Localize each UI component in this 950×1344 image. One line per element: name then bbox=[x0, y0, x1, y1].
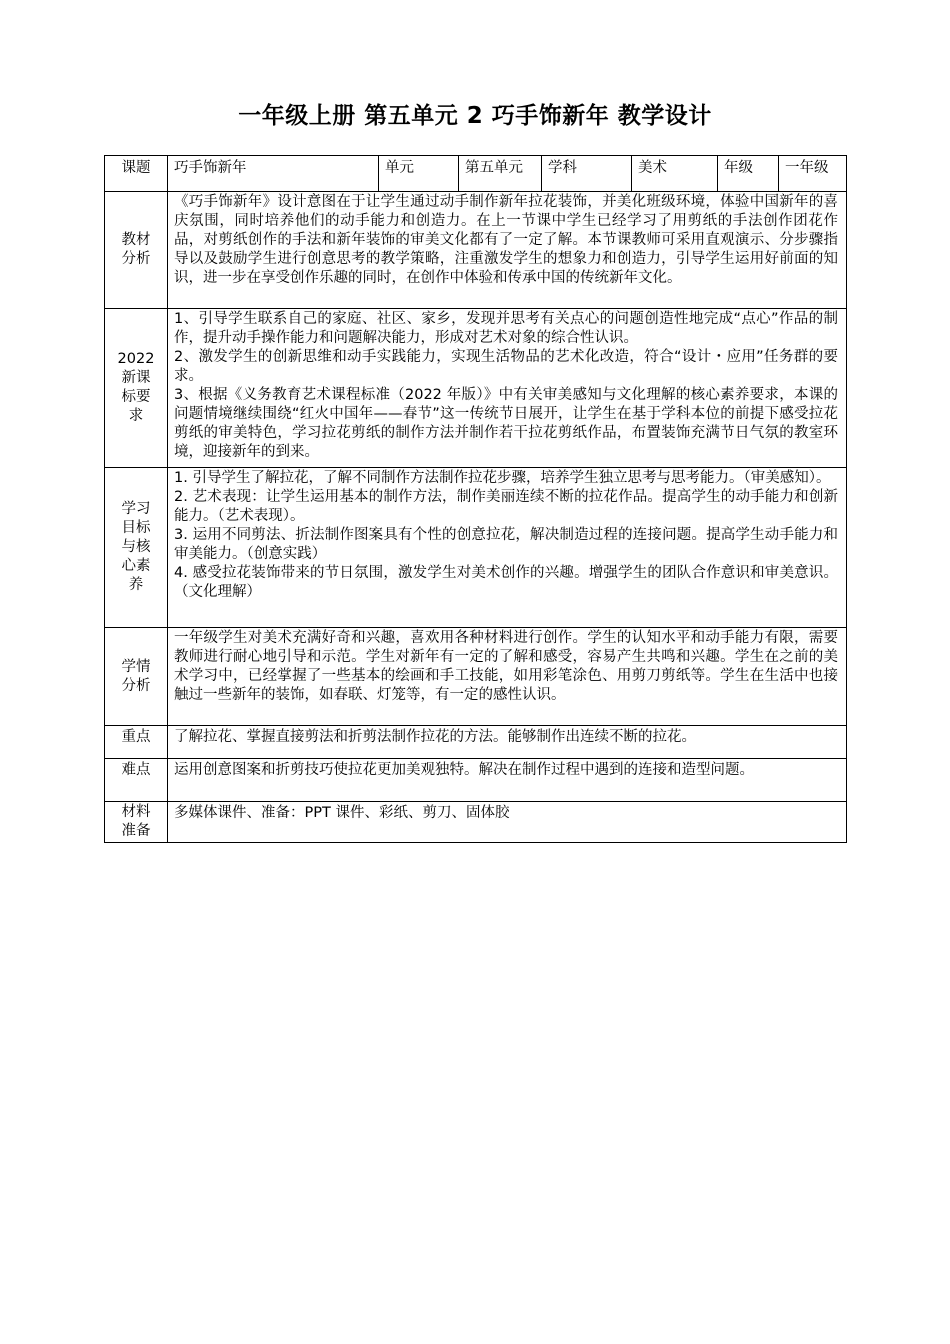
learner-analysis-text: 一年级学生对美术充满好奇和兴趣，喜欢用各种材料进行创作。学生的认知水平和动手能力有限，需要教师进行耐心地引导和示范。学生对新年有一定的了解和感受，容易产生共鸣和兴趣。学生在之前的美术学习中，已经掌握了一些基本的绘画和手工技能，如用彩笔涂色、用剪刀剪纸等。学生在生活中也接触过一些新年的装饰，如春联、灯笼等，有一定的感性认识。 bbox=[168, 628, 847, 726]
difficulties-row bbox=[105, 759, 847, 802]
standards-item: 3、根据《义务教育艺术课程标准（2022 年版）》中有关审美感知与文化理解的核心素养要求，本课的问题情境继续围绕“红火中国年——春节”这一传统节日展开，让学生在基于学科本位的前提下感受拉花剪纸的审美特色，学习拉花剪纸的制作方法并制作若干拉花剪纸作品，布置装饰充满节日气氛的教室环境，迎接新年的到来。 bbox=[174, 387, 838, 460]
objectives-row bbox=[105, 468, 847, 628]
objective-item: 3. 运用不同剪法、折法制作图案具有个性的创意拉花，解决制造过程的连接问题。提高学生动手能力和审美能力。（创意实践） bbox=[174, 527, 838, 562]
key-points-row bbox=[105, 726, 847, 759]
objectives-text bbox=[168, 468, 847, 628]
lesson-plan-table bbox=[104, 155, 847, 843]
page-title: 一年级上册 第五单元 2 巧手饰新年 教学设计 bbox=[238, 103, 712, 129]
header-row bbox=[105, 156, 847, 192]
subject-value: 美术 bbox=[632, 156, 718, 192]
standards-text bbox=[168, 309, 847, 468]
textbook-analysis-text: 《巧手饰新年》设计意图在于让学生通过动手制作新年拉花装饰，并美化班级环境，体验中国新年的喜庆氛围，同时培养他们的动手能力和创造力。在上一节课中学生已经学习了用剪纸的手法创作团花作品，对剪纸创作的手法和新年装饰的审美文化都有了一定了解。本节课教师可采用直观演示、分步骤指导以及鼓励学生进行创意思考的教学策略，注重激发学生的想象力和创造力，引导学生运用好前面的知识，进一步在享受创作乐趣的同时，在创作中体验和传承中国的传统新年文化。 bbox=[168, 192, 847, 309]
topic-value: 巧手饰新年 bbox=[168, 156, 379, 192]
key-points-label: 重点 bbox=[105, 726, 168, 759]
materials-text: 多媒体课件、准备：PPT 课件、彩纸、剪刀、固体胶 bbox=[168, 802, 847, 843]
grade-label: 年级 bbox=[718, 156, 779, 192]
materials-row bbox=[105, 802, 847, 843]
learner-analysis-label: 学情 分析 bbox=[105, 628, 168, 726]
objective-item: 4. 感受拉花装饰带来的节日氛围，激发学生对美术创作的兴趣。增强学生的团队合作意识和审美意识。（文化理解） bbox=[174, 565, 838, 600]
topic-label: 课题 bbox=[105, 156, 168, 192]
key-points-text: 了解拉花、掌握直接剪法和折剪法制作拉花的方法。能够制作出连续不断的拉花。 bbox=[168, 726, 847, 759]
standards-row bbox=[105, 309, 847, 468]
standards-label: 2022 新课 标要 求 bbox=[105, 309, 168, 468]
textbook-analysis-label: 教材 分析 bbox=[105, 192, 168, 309]
materials-label: 材料 准备 bbox=[105, 802, 168, 843]
standards-item: 1、引导学生联系自己的家庭、社区、家乡，发现并思考有关点心的问题创造性地完成“点心”作品的制作，提升动手操作能力和问题解决能力，形成对艺术对象的综合性认识。 bbox=[174, 311, 838, 346]
objectives-label: 学习 目标 与核 心素 养 bbox=[105, 468, 168, 628]
learner-analysis-row bbox=[105, 628, 847, 726]
difficulties-text: 运用创意图案和折剪技巧使拉花更加美观独特。解决在制作过程中遇到的连接和造型问题。 bbox=[168, 759, 847, 802]
difficulties-label: 难点 bbox=[105, 759, 168, 802]
unit-label: 单元 bbox=[379, 156, 459, 192]
standards-item: 2、激发学生的创新思维和动手实践能力，实现生活物品的艺术化改造，符合“设计・应用”任务群的要求。 bbox=[174, 349, 838, 384]
objective-item: 2. 艺术表现：让学生运用基本的制作方法，制作美丽连续不断的拉花作品。提高学生的动手能力和创新能力。（艺术表现）。 bbox=[174, 489, 838, 524]
objective-item: 1. 引导学生了解拉花，了解不同制作方法制作拉花步骤，培养学生独立思考与思考能力。（审美感知）。 bbox=[174, 470, 831, 486]
subject-label: 学科 bbox=[542, 156, 632, 192]
unit-value: 第五单元 bbox=[459, 156, 542, 192]
grade-value: 一年级 bbox=[779, 156, 847, 192]
textbook-analysis-row bbox=[105, 192, 847, 309]
